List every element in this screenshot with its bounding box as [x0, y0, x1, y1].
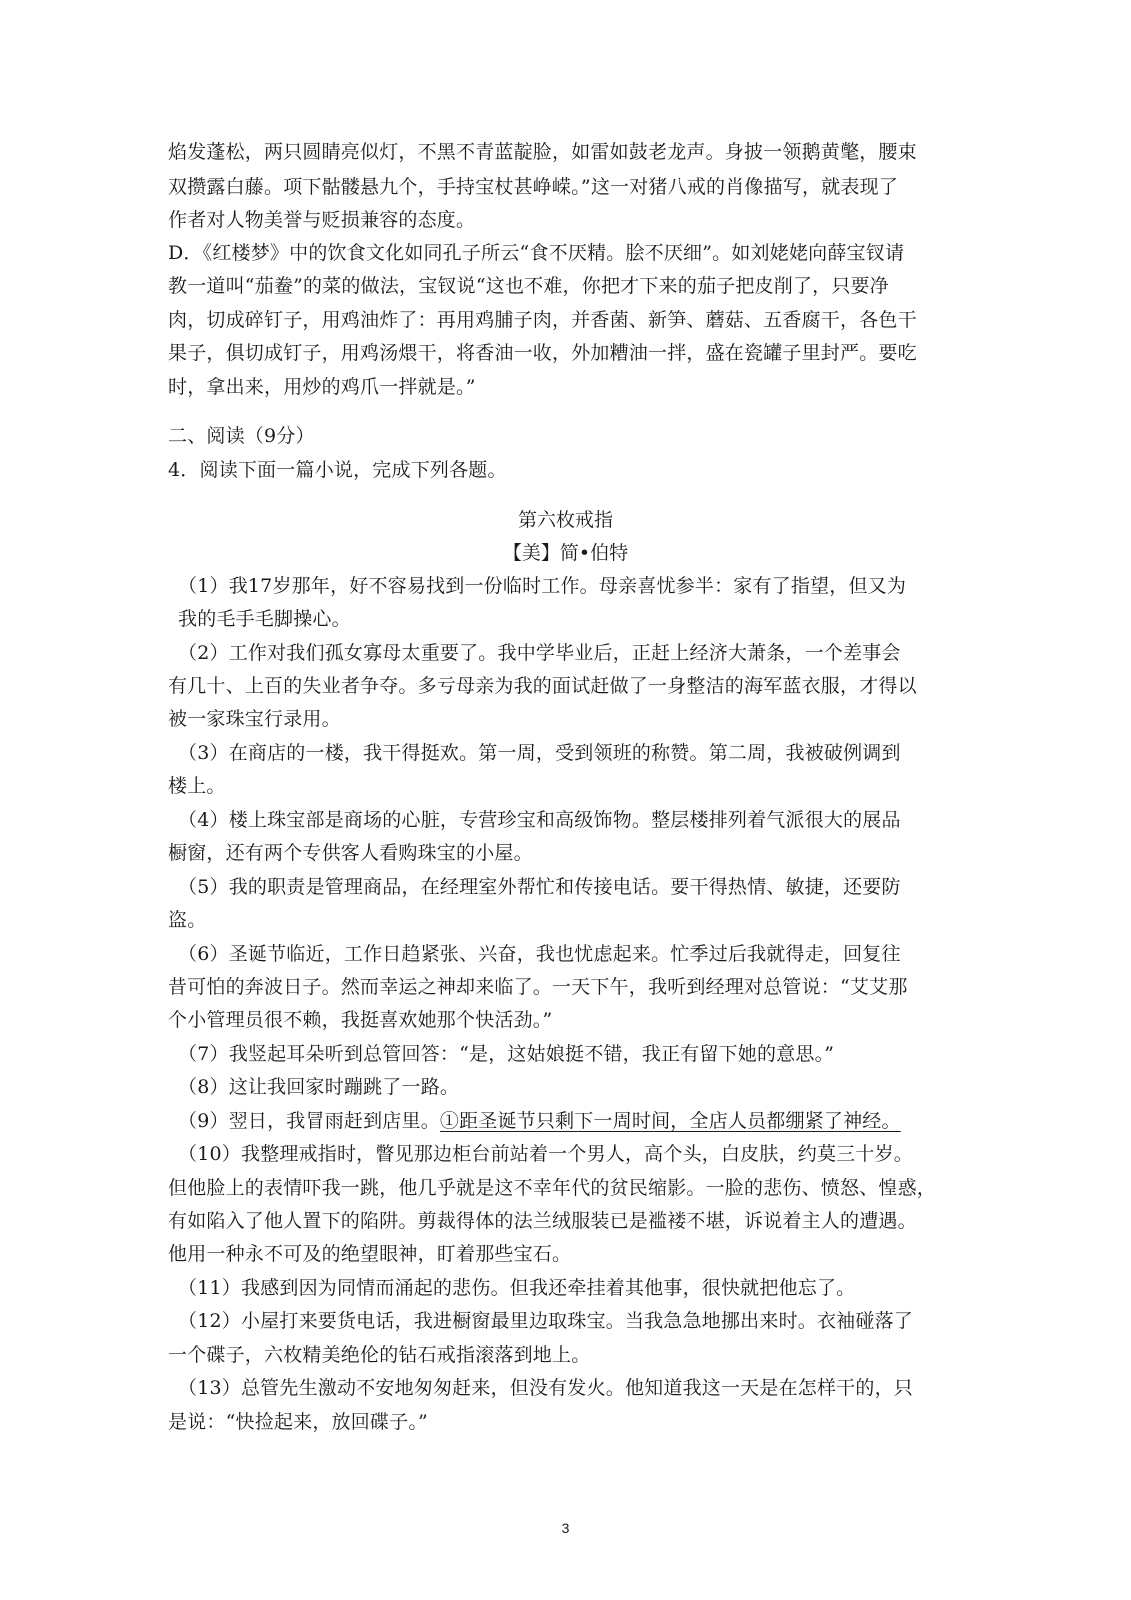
option-d-line: 果子，俱切成钉子，用鸡汤煨干，将香油一收，外加糟油一拌，盛在瓷罐子里封严。要吃	[168, 342, 917, 364]
paragraph-line: （8）这让我回家时蹦跳了一路。	[178, 1076, 460, 1098]
paragraph-line: 但他脸上的表情吓我一跳，他几乎就是这不幸年代的贫民缩影。一脸的悲伤、愤怒、惶惑，	[168, 1177, 937, 1199]
page-number: 3	[561, 1520, 570, 1536]
paragraph-line: 他用一种永不可及的绝望眼神，盯着那些宝石。	[168, 1243, 572, 1265]
section-heading: 二、阅读（9分）	[168, 425, 315, 447]
paragraph-text: （9）翌日，我冒雨赶到店里。	[178, 1110, 440, 1132]
paragraph-line: （6）圣诞节临近，工作日趋紧张、兴奋，我也忧虑起来。忙季过后我就得走，回复往	[178, 943, 901, 965]
option-d-line: D．《红楼梦》中的饮食文化如同孔子所云“食不厌精。脍不厌细”。如刘姥姥向薛宝钗请	[168, 242, 905, 264]
option-d-line: 教一道叫“茄鲞”的菜的做法，宝钗说“这也不难，你把才下来的茄子把皮削了，只要净	[168, 275, 889, 297]
paragraph-line: （12）小屋打来要货电话，我进橱窗最里边取珠宝。当我急急地挪出来时。衣袖碰落了	[178, 1310, 913, 1332]
text-line: 双攒露白藤。项下骷髅悬九个，手持宝杖甚峥嵘。”这一对猪八戒的肖像描写，就表现了	[168, 176, 899, 198]
paragraph-line: 是说：“快捡起来，放回碟子。”	[168, 1411, 428, 1433]
paragraph-line: 橱窗，还有两个专供客人看购珠宝的小屋。	[168, 842, 533, 864]
paragraph-line: （13）总管先生激动不安地匆匆赶来，但没有发火。他知道我这一天是在怎样干的，只	[178, 1377, 913, 1399]
paragraph-line: （2）工作对我们孤女寡母太重要了。我中学毕业后，正赶上经济大萧条，一个差事会	[178, 642, 901, 664]
paragraph-line: 我的毛手毛脚操心。	[178, 608, 351, 630]
story-author: 【美】简•伯特	[502, 542, 629, 564]
paragraph-line: （5）我的职责是管理商品，在经理室外帮忙和传接电话。要干得热情、敏捷，还要防	[178, 876, 901, 898]
paragraph-line: 一个碟子，六枚精美绝伦的钻石戒指滚落到地上。	[168, 1344, 591, 1366]
option-d-line: 肉，切成碎钉子，用鸡油炸了：再用鸡脯子肉，并香菌、新笋、蘑菇、五香腐干，各色干	[168, 309, 917, 331]
paragraph-line	[178, 1109, 901, 1133]
paragraph-line: （11）我感到因为同情而涌起的悲伤。但我还牵挂着其他事，很快就把他忘了。	[178, 1277, 856, 1299]
paragraph-line: 个小管理员很不赖，我挺喜欢她那个快活劲。”	[168, 1009, 553, 1031]
paragraph-line: （7）我竖起耳朵听到总管回答：“是，这姑娘挺不错，我正有留下她的意思。”	[178, 1043, 835, 1065]
paragraph-line: （10）我整理戒指时，瞥见那边柜台前站着一个男人，高个头，白皮肤，约莫三十岁。	[178, 1143, 913, 1165]
paragraph-line: （3）在商店的一楼，我干得挺欢。第一周，受到领班的称赞。第二周，我被破例调到	[178, 742, 901, 764]
text-line: 作者对人物美誉与贬损兼容的态度。	[168, 209, 476, 231]
underlined-sentence: ①距圣诞节只剩下一周时间，全店人员都绷紧了神经。	[439, 1110, 901, 1132]
paragraph-line: （4）楼上珠宝部是商场的心脏，专营珍宝和高级饰物。整层楼排列着气派很大的展品	[178, 809, 901, 831]
paragraph-line: 被一家珠宝行录用。	[168, 708, 341, 730]
story-title: 第六枚戒指	[517, 509, 613, 531]
paragraph-line: 昔可怕的奔波日子。然而幸运之神却来临了。一天下午，我听到经理对总管说：“艾艾那	[168, 976, 908, 998]
paragraph-line: 有如陷入了他人置下的陷阱。剪裁得体的法兰绒服装已是褴褛不堪，诉说着主人的遭遇。	[168, 1210, 917, 1232]
text-line: 焰发蓬松，两只圆睛亮似灯，不黑不青蓝靛脸，如雷如鼓老龙声。身披一领鹅黄氅，腰束	[168, 141, 917, 163]
paragraph-line: 有几十、上百的失业者争夺。多亏母亲为我的面试赶做了一身整洁的海军蓝衣服，才得以	[168, 675, 917, 697]
option-d-line: 时，拿出来，用炒的鸡爪一拌就是。”	[168, 376, 476, 398]
paragraph-line: （1）我17岁那年，好不容易找到一份临时工作。母亲喜忧参半：家有了指望，但又为	[178, 575, 907, 597]
paragraph-line: 盗。	[168, 909, 207, 931]
question-prompt: 4．阅读下面一篇小说，完成下列各题。	[168, 459, 507, 481]
paragraph-line: 楼上。	[168, 775, 226, 797]
